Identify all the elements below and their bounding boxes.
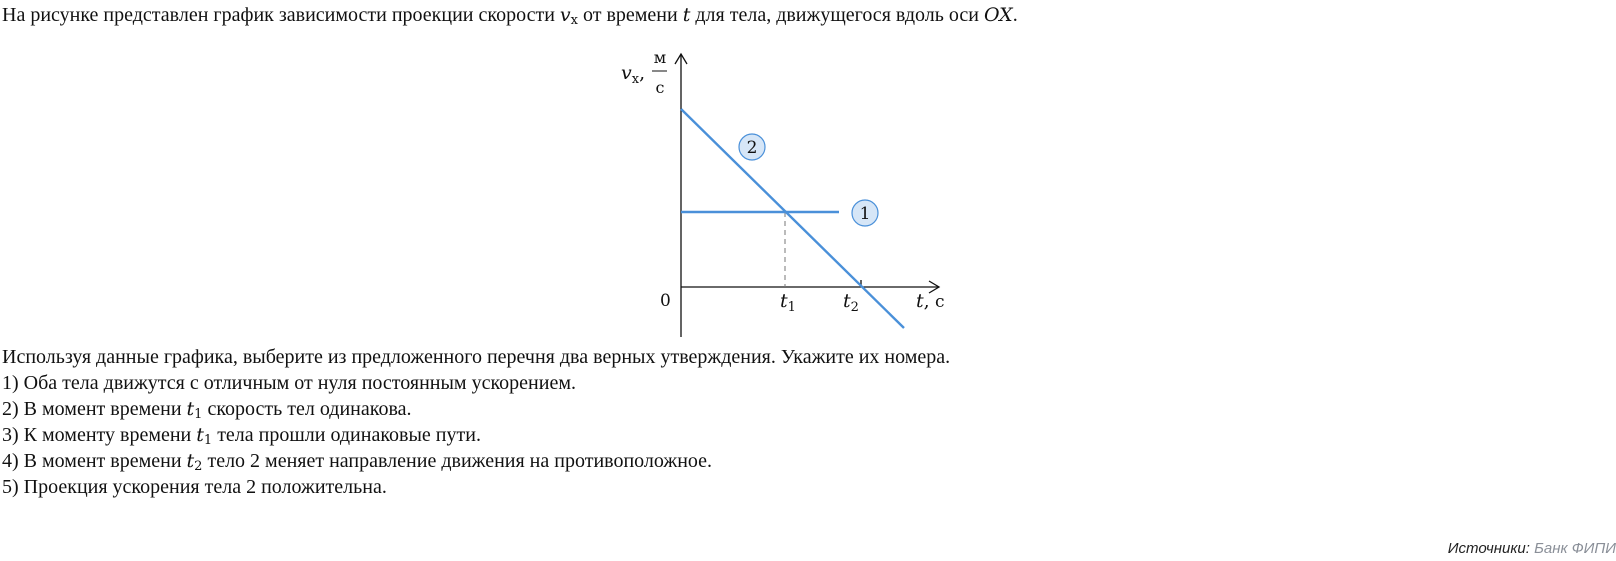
question-prompt: Используя данные графика, выберите из предложенного перечня два верных утверждения. Укажите их номера. xyxy=(2,346,951,368)
t2-symbol: $t_2$ xyxy=(186,450,203,474)
x-axis-label: t, xyxy=(916,290,930,312)
t1-symbol: $t_1$ xyxy=(186,398,203,422)
velocity-time-graph xyxy=(600,40,960,345)
answer-option-3: 3) К моменту времени $t_1$ тела прошли одинаковые пути. xyxy=(2,424,481,448)
intro-text-after: для тела, движущегося вдоль оси xyxy=(690,4,984,26)
t1-symbol: $t_1$ xyxy=(196,424,213,448)
answer-option-2: 2) В момент времени $t_1$ скорость тел одинакова. xyxy=(2,398,412,422)
answer-option-1: 1) Оба тела движутся с отличным от нуля постоянным ускорением. xyxy=(2,372,576,394)
t1-tick-label: $t_1$ xyxy=(780,290,796,315)
answer-option-5: 5) Проекция ускорения тела 2 положительна. xyxy=(2,476,387,498)
y-unit-numerator: м xyxy=(653,48,667,67)
source-label: Источники: xyxy=(1447,540,1530,557)
time-symbol: t xyxy=(682,4,691,26)
y-unit-denominator: с xyxy=(655,78,665,97)
source-line xyxy=(1448,540,1616,557)
t2-tick-label: $t_2$ xyxy=(843,290,859,315)
intro-text-mid: от времени xyxy=(577,4,683,26)
intro-text-start: На рисунке представлен график зависимости проекции скорости xyxy=(2,4,560,26)
x-axis-unit: с xyxy=(935,292,945,312)
velocity-symbol: $v_x$ xyxy=(559,4,578,28)
line-2-label: 2 xyxy=(746,138,758,158)
origin-label: 0 xyxy=(660,291,671,311)
problem-intro: На рисунке представлен график зависимости проекции скорости $v_x$ от времени t для тела, движущегося вдоль оси OX. xyxy=(2,4,1018,28)
line-1-label: 1 xyxy=(859,204,871,224)
source-link[interactable]: Банк ФИПИ xyxy=(1534,540,1616,557)
y-axis-label: $v_x$, xyxy=(621,62,646,87)
answer-option-4: 4) В момент времени $t_2$ тело 2 меняет направление движения на противоположное. xyxy=(2,450,713,474)
axis-symbol: OX xyxy=(983,4,1013,26)
